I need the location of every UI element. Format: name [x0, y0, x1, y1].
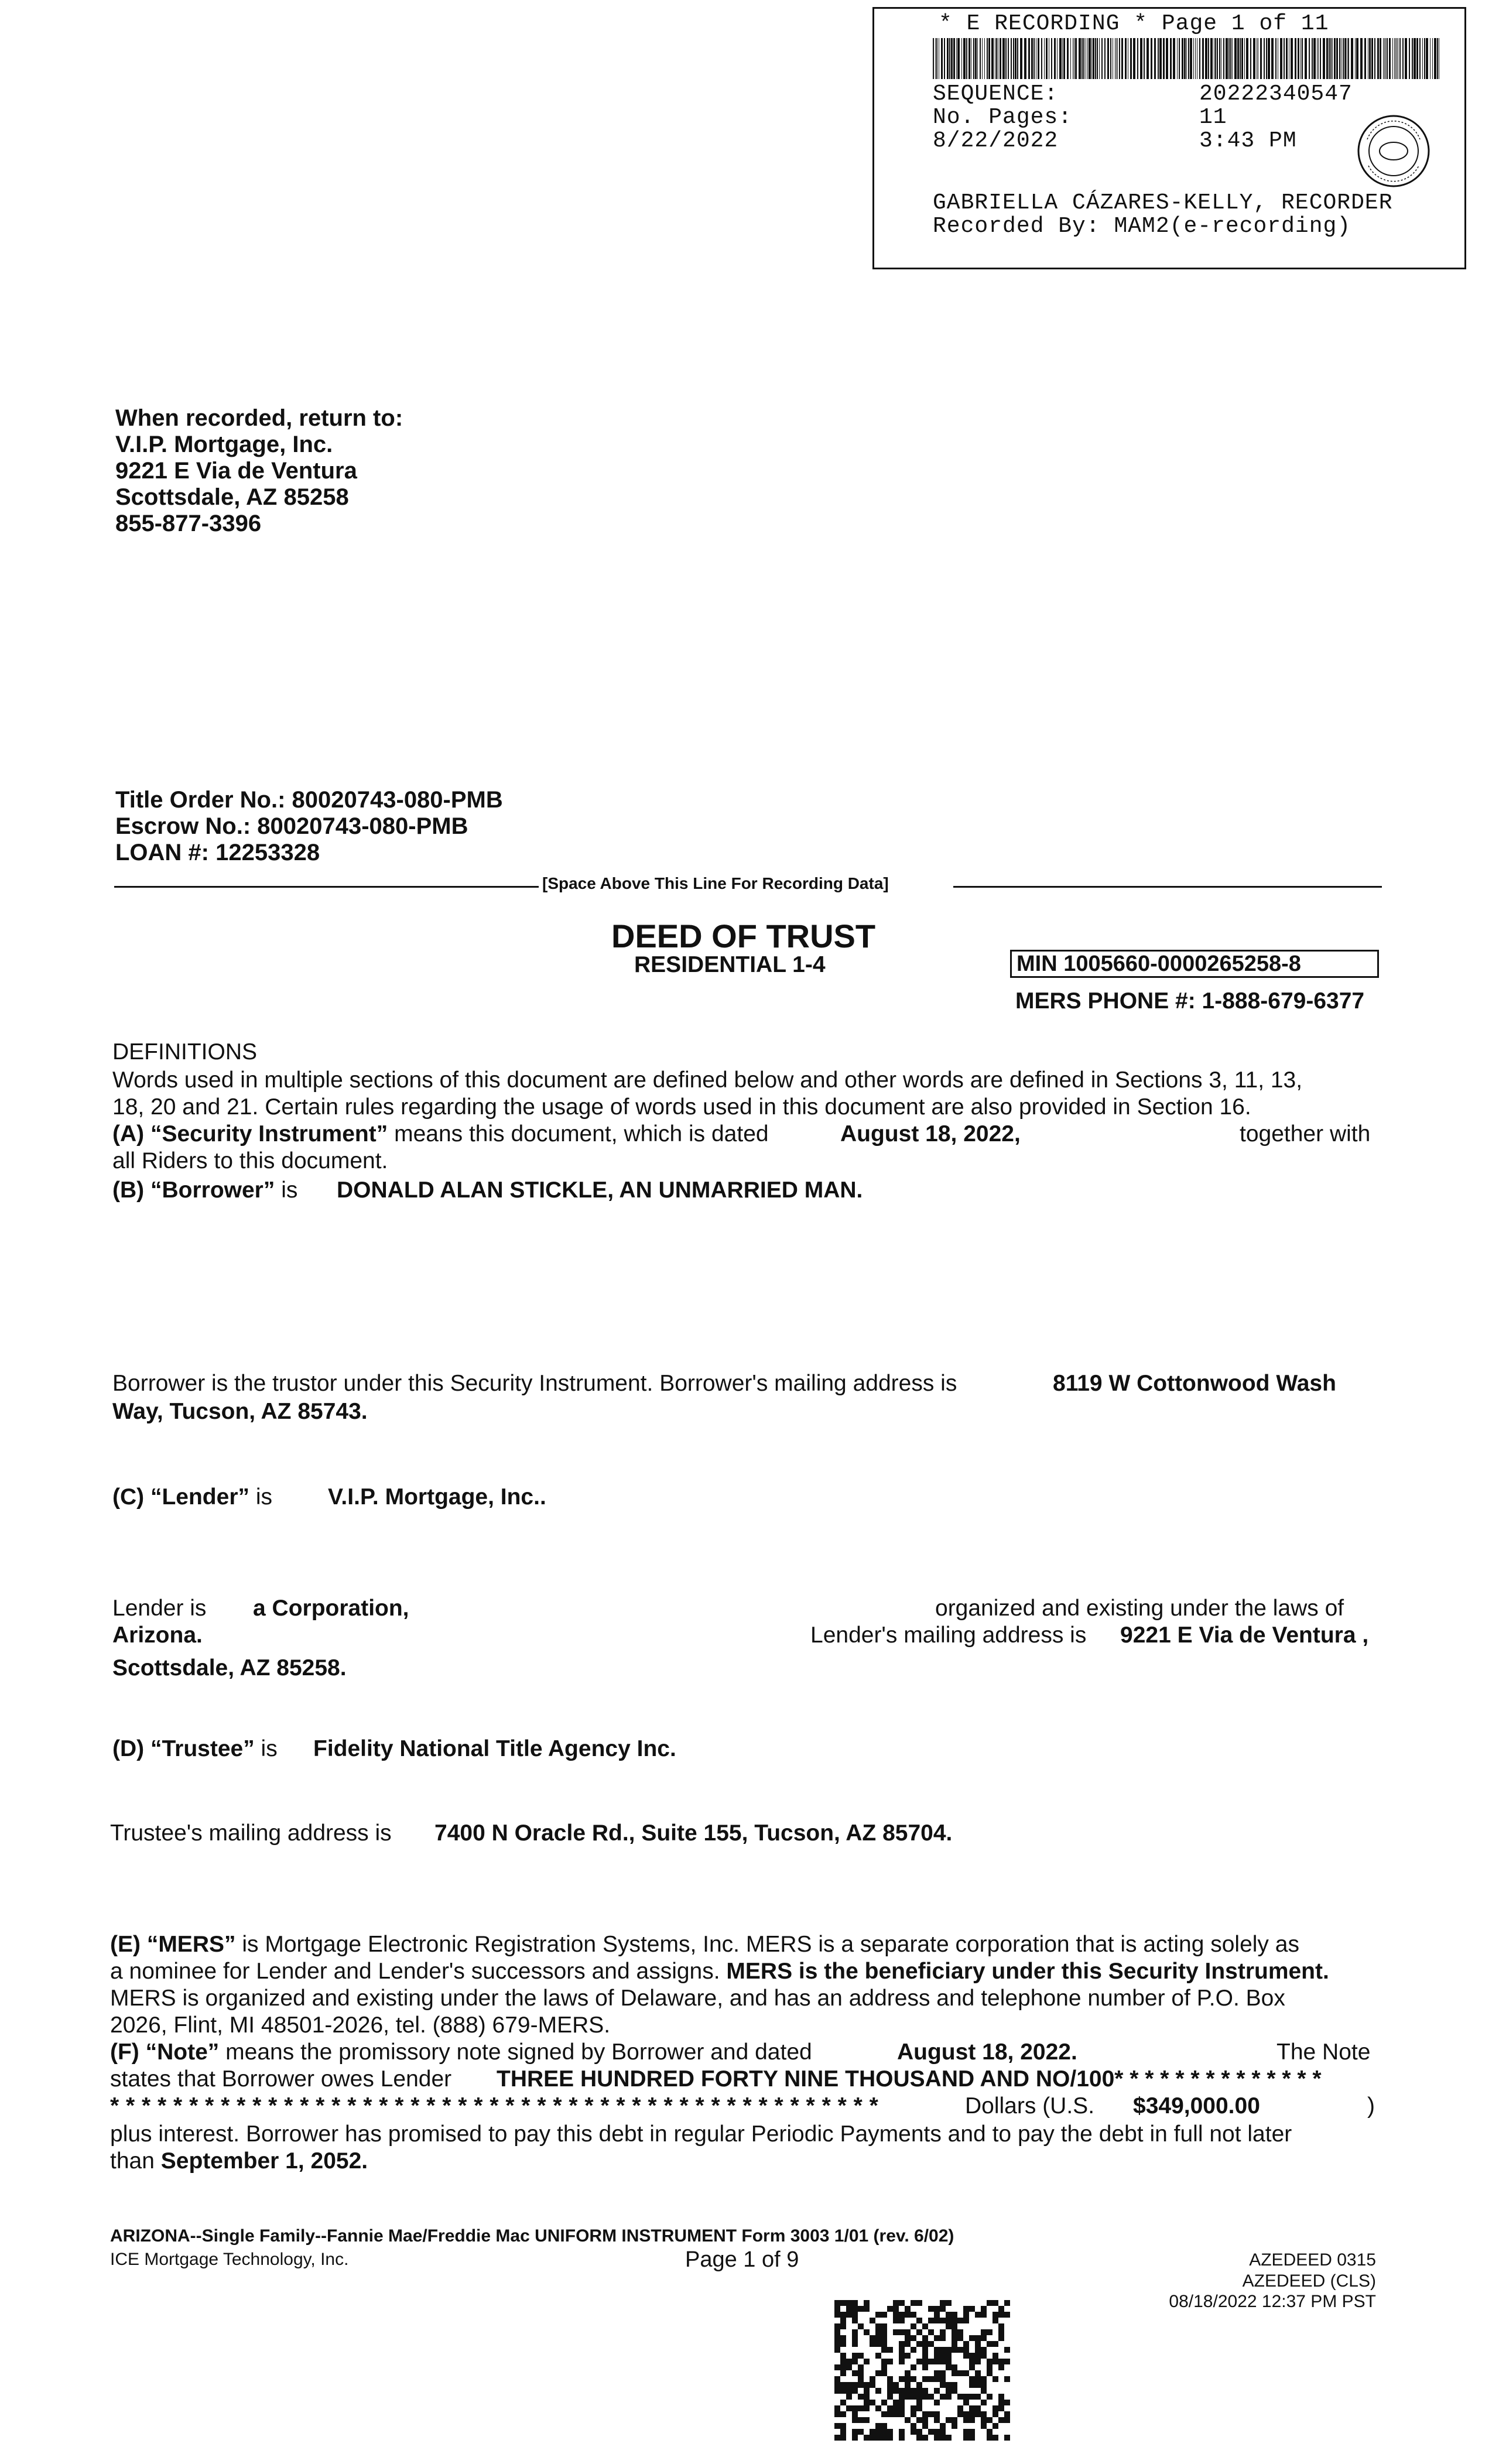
lender-name: V.I.P. Mortgage, Inc..	[328, 1484, 546, 1510]
lender-state: Arizona.	[112, 1623, 203, 1648]
definition-d	[112, 1734, 278, 1763]
definition-a-together: together with	[1240, 1121, 1371, 1147]
definition-f-text-1: means the promissory note signed by Borrower and dated	[225, 2039, 812, 2065]
dollars-label: Dollars (U.S.	[965, 2093, 1095, 2119]
recording-line-left	[114, 886, 539, 888]
definition-b-is: is	[281, 1178, 298, 1203]
county-seal-icon	[1356, 113, 1432, 189]
return-to-street: 9221 E Via de Ventura	[115, 458, 357, 484]
trustee-name: Fidelity National Title Agency Inc.	[313, 1736, 676, 1761]
return-to-phone: 855-877-3396	[115, 511, 262, 536]
page-number: Page 1 of 9	[685, 2247, 799, 2272]
return-to-city: Scottsdale, AZ 85258	[115, 484, 349, 510]
return-to-name: V.I.P. Mortgage, Inc.	[115, 432, 333, 457]
lender-mailing-address: 9221 E Via de Ventura ,	[1120, 1623, 1369, 1648]
stamp-header: * E RECORDING * Page 1 of 11	[939, 11, 1329, 36]
definition-e-line1	[110, 1930, 1299, 1959]
return-to-heading: When recorded, return to:	[115, 405, 403, 431]
min-box: MIN 1005660-0000265258-8	[1010, 950, 1379, 978]
footer-timestamp: 08/18/2022 12:37 PM PST	[1169, 2292, 1376, 2311]
definitions-heading: DEFINITIONS	[112, 1039, 258, 1065]
footer-codes	[1224, 2250, 1376, 2292]
borrower-address-2: Way, Tucson, AZ 85743.	[112, 1399, 368, 1424]
barcode-icon	[933, 38, 1442, 79]
stamp-date: 8/22/2022	[933, 128, 1059, 153]
loan-number: LOAN #: 12253328	[115, 840, 320, 865]
document-subtitle: RESIDENTIAL 1-4	[634, 952, 826, 977]
definition-f-line4: plus interest. Borrower has promised to pay this debt in regular Periodic Payments and to pay the debt in full not later	[110, 2121, 1292, 2147]
definitions-intro-1: Words used in multiple sections of this document are defined below and other words are defined in Sections 3, 11, 13,	[112, 1067, 1303, 1093]
definition-e-line4: 2026, Flint, MI 48501-2026, tel. (888) 679-MERS.	[110, 2013, 611, 2038]
definition-a-text: means this document, which is dated	[394, 1121, 769, 1147]
definitions-intro-2: 18, 20 and 21. Certain rules regarding the usage of words used in this document are also provided in Section 16.	[112, 1094, 1251, 1120]
order-block	[115, 787, 503, 866]
recording-stamp	[872, 7, 1466, 269]
definition-a-label: (A) “Security Instrument”	[112, 1121, 388, 1147]
vendor-name: ICE Mortgage Technology, Inc.	[110, 2250, 349, 2269]
footer-code-2: AZEDEED (CLS)	[1242, 2271, 1376, 2291]
definition-a	[112, 1120, 769, 1148]
definition-c-label: (C) “Lender”	[112, 1484, 249, 1510]
definition-d-label: (D) “Trustee”	[112, 1736, 255, 1761]
definition-f-line1	[110, 2038, 812, 2066]
definition-c	[112, 1483, 272, 1511]
escrow-number: Escrow No.: 80020743-080-PMB	[115, 813, 468, 839]
definition-f-owes: states that Borrower owes Lender	[110, 2066, 452, 2092]
stamp-sequence-label: SEQUENCE:	[933, 81, 1059, 107]
lender-city: Scottsdale, AZ 85258.	[112, 1655, 347, 1681]
recording-line-right	[953, 886, 1382, 888]
definition-b	[112, 1176, 297, 1204]
definition-e-label: (E) “MERS”	[110, 1932, 236, 1957]
borrower-name: DONALD ALAN STICKLE, AN UNMARRIED MAN.	[337, 1178, 863, 1203]
borrower-trustor-text: Borrower is the trustor under this Security Instrument. Borrower's mailing address is	[112, 1371, 957, 1396]
note-date: August 18, 2022.	[897, 2039, 1077, 2065]
definition-f-the-note: The Note	[1276, 2039, 1371, 2065]
space-above-label: [Space Above This Line For Recording Data]	[542, 874, 889, 892]
trustee-mailing-text: Trustee's mailing address is	[110, 1820, 392, 1846]
definition-b-label: (B) “Borrower”	[112, 1178, 275, 1203]
borrower-address-1: 8119 W Cottonwood Wash	[1053, 1371, 1336, 1396]
definition-e-line2	[110, 1957, 1329, 1986]
stamp-recorded-by: Recorded By: MAM2(e-recording)	[933, 214, 1351, 239]
trustee-mailing-address: 7400 N Oracle Rd., Suite 155, Tucson, AZ 85704.	[434, 1820, 953, 1846]
lender-mailing-text: Lender's mailing address is	[810, 1623, 1087, 1648]
stamp-time: 3:43 PM	[1199, 128, 1297, 153]
stamp-pages-label: No. Pages:	[933, 105, 1073, 130]
lender-organized: organized and existing under the laws of	[935, 1596, 1344, 1621]
footer-code-1: AZEDEED 0315	[1249, 2250, 1376, 2270]
qr-code-icon	[834, 2300, 1010, 2441]
definition-f-label: (F) “Note”	[110, 2039, 220, 2065]
definition-c-is: is	[255, 1484, 273, 1510]
lender-is: Lender is	[112, 1596, 207, 1621]
stamp-pages-value: 11	[1199, 105, 1227, 130]
title-order-number: Title Order No.: 80020743-080-PMB	[115, 787, 503, 813]
loan-amount-words: THREE HUNDRED FORTY NINE THOUSAND AND NO/100* * * * * * * * * * * * * *	[497, 2066, 1322, 2092]
definition-e-line3: MERS is organized and existing under the laws of Delaware, and has an address and telephone number of P.O. Box	[110, 1986, 1285, 2011]
return-to-block	[115, 405, 403, 537]
mers-phone: MERS PHONE #: 1-888-679-6377	[1015, 988, 1365, 1014]
definition-f-line5	[110, 2147, 368, 2175]
amount-close-paren: )	[1367, 2093, 1375, 2119]
definition-d-is: is	[261, 1736, 278, 1761]
definition-e-text-1: is Mortgage Electronic Registration Systems, Inc. MERS is a separate corporation that is acting solely as	[242, 1932, 1299, 1957]
loan-amount: $349,000.00	[1133, 2093, 1260, 2119]
form-identifier: ARIZONA--Single Family--Fannie Mae/Freddie Mac UNIFORM INSTRUMENT Form 3003 1/01 (rev. 6/02)	[110, 2226, 954, 2246]
stamp-recorder: GABRIELLA CÁZARES-KELLY, RECORDER	[933, 190, 1393, 215]
document-title: DEED OF TRUST	[611, 918, 876, 954]
definition-f-than: than	[110, 2148, 155, 2174]
definition-a-line2: all Riders to this document.	[112, 1148, 388, 1173]
mers-beneficiary-statement: MERS is the beneficiary under this Security Instrument.	[726, 1959, 1329, 1984]
definition-e-text-2a: a nominee for Lender and Lender's successors and assigns.	[110, 1959, 720, 1984]
lender-type: a Corporation,	[253, 1596, 409, 1621]
maturity-date: September 1, 2052.	[160, 2148, 368, 2174]
amount-filler-stars: * * * * * * * * * * * * * * * * * * * * * * * * * * * * * * * * * * * * * * * * * * * * * * * * *	[110, 2093, 879, 2119]
security-instrument-date: August 18, 2022,	[840, 1121, 1021, 1147]
stamp-sequence-value: 20222340547	[1199, 81, 1353, 107]
